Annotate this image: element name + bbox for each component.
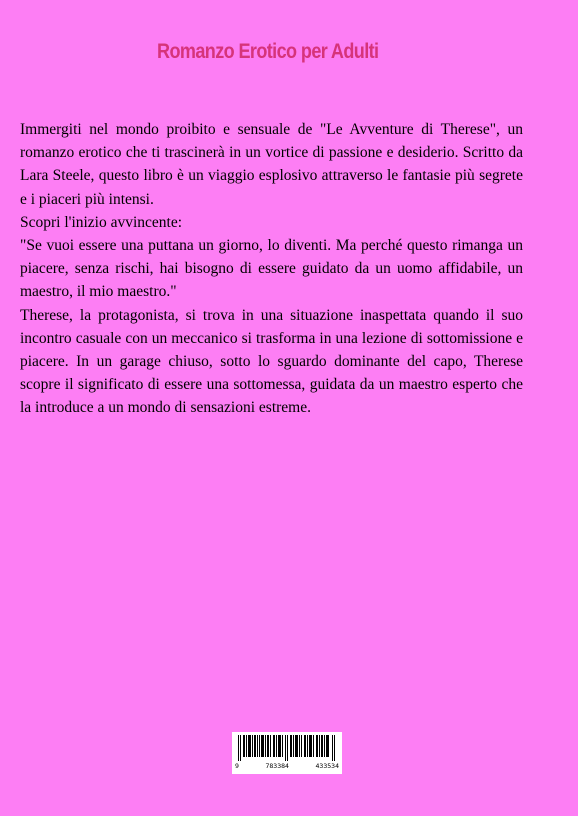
barcode-digit-group-2: 433534 — [315, 762, 339, 770]
barcode-digits — [235, 763, 339, 770]
cover-title: Romanzo Erotico per Adulti — [157, 40, 379, 63]
isbn-barcode — [232, 732, 342, 774]
blurb-paragraph-intro: Immergiti nel mondo proibito e sensuale de "Le Avventure di Therese", un romanzo erotico che ti trascinerà in un vortice di passione e desiderio. Scritto da Lara Steele, questo libro è un viaggio esplosivo attraverso le fantasie più segrete e i piaceri più intensi. — [20, 121, 523, 208]
blurb-text — [20, 118, 523, 420]
barcode-digit-first: 9 — [235, 762, 239, 770]
blurb-paragraph-quote: "Se vuoi essere una puttana un giorno, lo diventi. Ma perché questo rimanga un piacere, senza rischi, hai bisogno di essere guidato da un uomo affidabile, un maestro, il mio maestro." — [20, 237, 523, 301]
blurb-paragraph-lead: Scopri l'inizio avvincente: — [20, 213, 183, 231]
barcode-digit-group-1: 783384 — [265, 762, 289, 770]
barcode-bars — [238, 735, 336, 761]
blurb-paragraph-summary: Therese, la protagonista, si trova in una situazione inaspettata quando il suo incontro casuale con un meccanico si trasforma in una lezione di sottomissione e piacere. In un garage chiuso, sotto lo sguardo dominante del capo, Therese scopre il significato di essere una sottomessa, guidata da un maestro esperto che la introduce a un mondo di sensazioni estreme. — [20, 306, 523, 417]
